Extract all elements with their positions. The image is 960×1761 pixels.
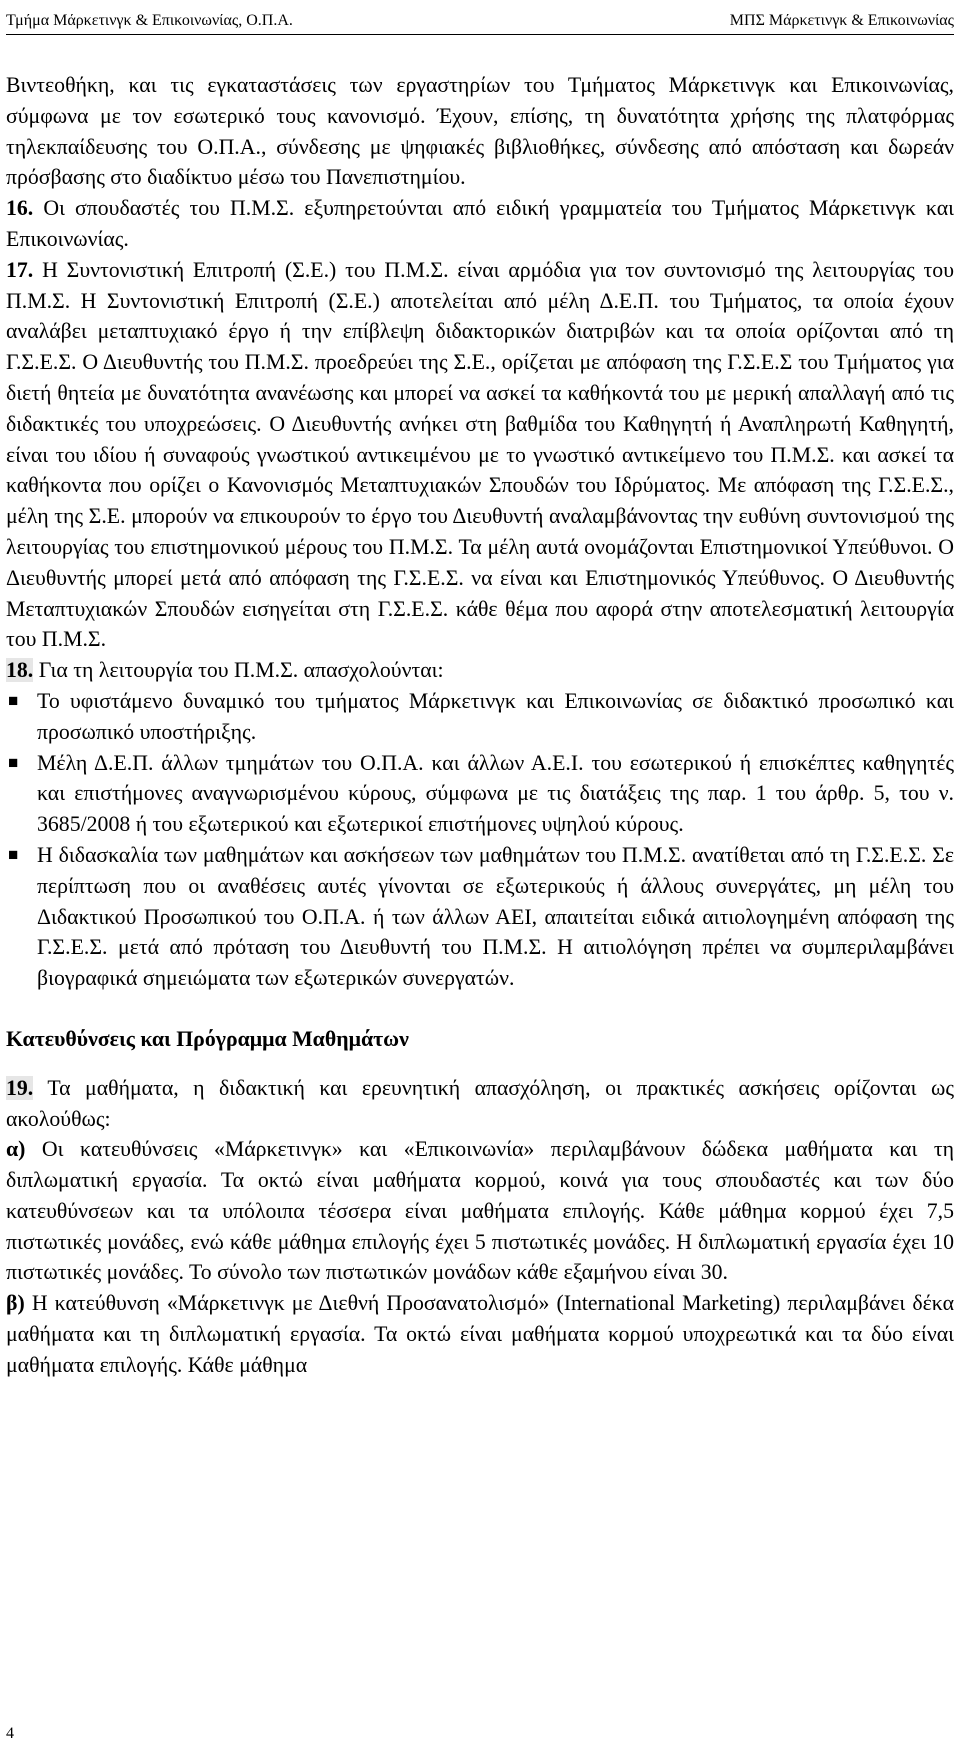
header-right: ΜΠΣ Μάρκετινγκ & Επικοινωνίας [729, 12, 954, 29]
list-item [6, 686, 954, 748]
paragraph-b [6, 1288, 954, 1380]
item-number: 19. [6, 1075, 34, 1100]
document-body [6, 70, 954, 1381]
item-label: α) [6, 1137, 26, 1162]
list-item-text: Μέλη Δ.Ε.Π. άλλων τμημάτων του Ο.Π.Α. και άλλων Α.Ε.Ι. του εσωτερικού ή επισκέπτες καθηγητές και επιστήμονες αναγνωρισμένου κύρους, σύμφωνα με τις διατάξεις της παρ. 1 του άρθρ. 5, του ν. 3685/2008 ή του εξωτερικού και εξωτερικοί επιστήμονες υψηλού κύρους. [37, 750, 954, 837]
item-text: Η Συντονιστική Επιτροπή (Σ.Ε.) του Π.Μ.Σ. είναι αρμόδια για τον συντονισμό της λειτουργίας του Π.Μ.Σ. Η Συντονιστική Επιτροπή (Σ.Ε.) αποτελείται από μέλη Δ.Ε.Π. του Τμήματος, τα οποία έχουν αναλάβει μεταπτυχιακό έργο ή την επίβλεψη διδακτορικών διατριβών και τα οποία ορίζονται από τη Γ.Σ.Ε.Σ. Ο Διευθυντής του Π.Μ.Σ. προεδρεύει της Σ.Ε., ορίζεται με απόφαση της Γ.Σ.Ε.Σ του Τμήματος για διετή θητεία με δυνατότητα ανανέωσης και μπορεί να ασκεί τα καθήκοντά του με μερική απαλλαγή από τις διδακτικές του υποχρεώσεις. Ο Διευθυντής ανήκει στη βαθμίδα του Καθηγητή ή Αναπληρωτή Καθηγητή, είναι του ιδίου ή συναφούς γνωστικού αντικειμένου με το γνωστικό αντικείμενο του Π.Μ.Σ. και ασκεί τα καθήκοντα που ορίζει ο Κανονισμός Μεταπτυχιακών Σπουδών του Ιδρύματος. Με απόφαση της Γ.Σ.Ε.Σ., μέλη της Σ.Ε. μπορούν να επικουρούν το έργο του Διευθυντή αναλαμβάνοντας την ευθύνη συντονισμού της λειτουργίας του επιστημονικού μέρους του Π.Μ.Σ. Τα μέλη αυτά ονομάζονται Επιστημονικοί Υπεύθυνοι. Ο Διευθυντής μπορεί μετά από απόφαση της Γ.Σ.Ε.Σ. να είναι και Επιστημονικός Υπεύθυνος. Ο Διευθυντής Μεταπτυχιακών Σπουδών εισηγείται στη Γ.Σ.Ε.Σ. κάθε θέμα που αφορά στην αποτελεσματική λειτουργία του Π.Μ.Σ. [6, 257, 954, 652]
paragraph-17 [6, 255, 954, 655]
item-text: Η κατεύθυνση «Μάρκετινγκ με Διεθνή Προσανατολισμό» (International Marketing) περιλαμβάνει δέκα μαθήματα και τη διπλωματική εργασία. Τα οκτώ είναι μαθήματα κορμού υποχρεωτικά και τα δύο είναι μαθήματα επιλογής. Κάθε μάθημα [6, 1291, 954, 1377]
list-item-text: Το υφιστάμενο δυναμικό του τμήματος Μάρκετινγκ και Επικοινωνίας σε διδακτικό προσωπικό και προσωπικό υποστήριξης. [37, 688, 954, 744]
list-item-text: Η διδασκαλία των μαθημάτων και ασκήσεων των μαθημάτων του Π.Μ.Σ. ανατίθεται από τη Γ.Σ.Ε.Σ. Σε περίπτωση που οι αναθέσεις αυτές γίνονται σε εξωτερικούς ή άλλους συνεργάτες, μη μέλη του Διδακτικού Προσωπικού του Ο.Π.Α. ή των άλλων ΑΕΙ, απαιτείται ειδικά αιτιολογημένη απόφαση της Γ.Σ.Ε.Σ. μετά από πρόταση του Διευθυντή του Π.Μ.Σ. Η αιτιολόγηση πρέπει να συμπεριλαμβάνει βιογραφικά σημειώματα των εξωτερικών συνεργατών. [37, 842, 954, 991]
item-number: 17. [6, 257, 34, 282]
bullet-icon: ■ [8, 844, 19, 864]
item-text: Για τη λειτουργία του Π.Μ.Σ. απασχολούνται: [33, 658, 444, 683]
paragraph-16 [6, 193, 954, 255]
paragraph-18 [6, 655, 954, 686]
paragraph-intro: Βιντεοθήκη, και τις εγκαταστάσεις των εργαστηρίων του Τμήματος Μάρκετινγκ και Επικοινωνίας, σύμφωνα με τον εσωτερικό τους κανονισμό. Έχουν, επίσης, τη δυνατότητα χρήσης της πλατφόρμας τηλεκπαίδευσης του Ο.Π.Α., σύνδεσης με ψηφιακές βιβλιοθήκες, σύνδεσης από απόσταση και δωρεάν πρόσβασης στο διαδίκτυο μέσω του Πανεπιστημίου. [6, 73, 954, 190]
paragraph-19 [6, 1073, 954, 1135]
page-header [0, 0, 960, 40]
header-left: Τμήμα Μάρκετινγκ & Επικοινωνίας, Ο.Π.Α. [6, 12, 293, 29]
item-number: 16. [6, 196, 34, 221]
list-item [6, 748, 954, 840]
item-text: Τα μαθήματα, η διδακτική και ερευνητική απασχόληση, οι πρακτικές ασκήσεις ορίζονται ως ακολούθως: [6, 1075, 954, 1131]
section-heading: Κατευθύνσεις και Πρόγραμμα Μαθημάτων [6, 1026, 409, 1051]
bullet-icon: ■ [8, 752, 19, 772]
bullet-icon: ■ [8, 690, 19, 710]
staff-list [6, 686, 954, 994]
paragraph-a [6, 1134, 954, 1288]
header-rule [6, 34, 954, 35]
item-label: β) [6, 1291, 25, 1316]
item-text: Οι σπουδαστές του Π.Μ.Σ. εξυπηρετούνται από ειδική γραμματεία του Τμήματος Μάρκετινγκ και Επικοινωνίας. [6, 196, 954, 251]
list-item [6, 840, 954, 994]
item-number: 18. [6, 658, 34, 683]
item-text: Οι κατευθύνσεις «Μάρκετινγκ» και «Επικοινωνία» περιλαμβάνουν δώδεκα μαθήματα και τη διπλωματική εργασία. Τα οκτώ είναι μαθήματα κορμού, κοινά για τους σπουδαστές και των δύο κατευθύνσεων και τα υπόλοιπα τέσσερα είναι μαθήματα επιλογής. Κάθε μάθημα κορμού έχει 7,5 πιστωτικές μονάδες, ενώ κάθε μάθημα επιλογής έχει 5 πιστωτικές μονάδες. Η διπλωματική εργασία έχει 10 πιστωτικές μονάδες. Το σύνολο των πιστωτικών μονάδων κάθε εξαμήνου είναι 30. [6, 1137, 954, 1285]
page-number: 4 [6, 1725, 14, 1742]
